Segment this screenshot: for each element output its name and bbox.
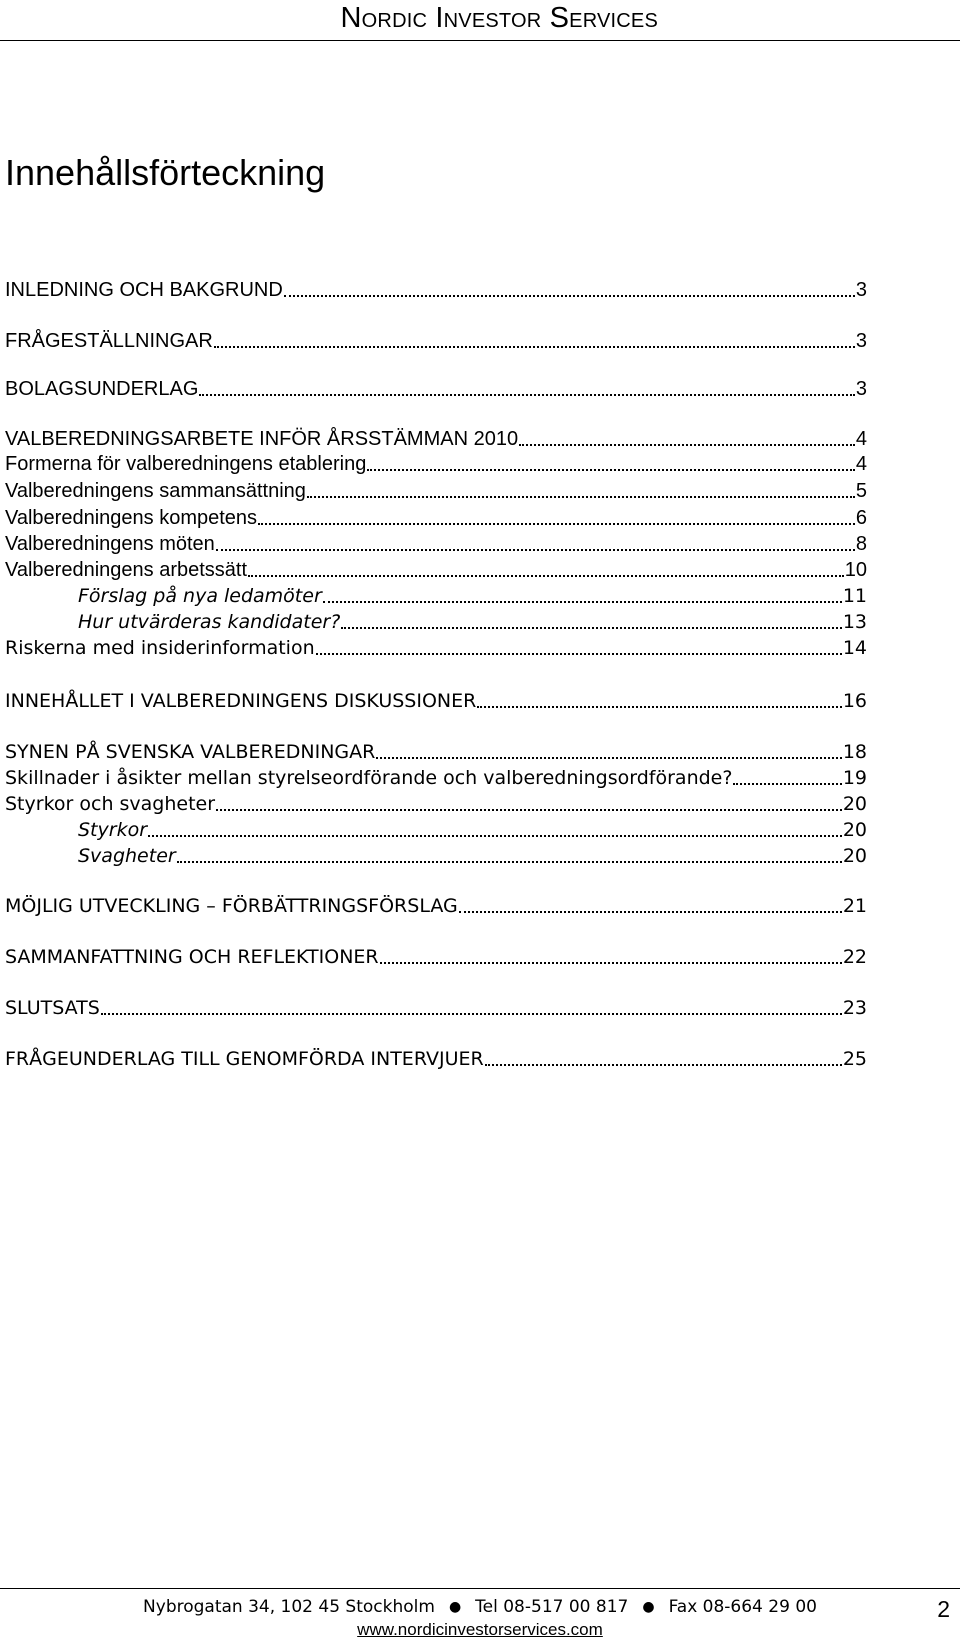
toc-entry[interactable] (78, 583, 867, 609)
toc-entry-page: 16 (842, 690, 867, 712)
toc-entry-label: Riskerna med insiderinformation (5, 637, 315, 659)
toc-entry-page: 11 (842, 585, 867, 607)
toc-entry-label: MÖJLIG UTVECKLING – FÖRBÄTTRINGSFÖRSLAG (5, 895, 458, 917)
toc-entry-page: 14 (842, 637, 867, 659)
toc-leader (733, 783, 841, 785)
toc-entry[interactable] (78, 609, 867, 635)
footer-divider (0, 1588, 960, 1589)
toc-entry[interactable] (5, 635, 867, 661)
page-number: 2 (937, 1596, 950, 1622)
toc-leader (477, 706, 841, 708)
toc-entry-page: 8 (855, 533, 867, 555)
toc-leader (214, 346, 855, 348)
toc-entry-label: Valberedningens sammansättning (5, 480, 306, 502)
toc-entry[interactable] (5, 376, 867, 402)
toc-leader (323, 601, 842, 603)
toc-entry-page: 13 (842, 611, 867, 633)
toc-leader (459, 911, 842, 913)
toc-entry[interactable] (5, 426, 867, 452)
toc-leader (485, 1064, 842, 1066)
toc-entry-label: SAMMANFATTNING OCH REFLEKTIONER (5, 946, 379, 968)
toc-entry[interactable] (5, 688, 867, 714)
toc-entry[interactable] (5, 531, 867, 557)
toc-leader (177, 861, 842, 863)
toc-entry-page: 20 (842, 793, 867, 815)
toc-leader (284, 295, 855, 297)
toc-leader (519, 444, 855, 446)
toc-entry-page: 21 (842, 895, 867, 917)
toc-entry-page: 20 (842, 819, 867, 841)
page-header (0, 0, 960, 40)
toc-entry-label: Skillnader i åsikter mellan styrelseordförande och valberedningsordförande? (5, 767, 733, 789)
toc-entry-label: Förslag på nya ledamöter (78, 585, 322, 607)
toc-entry[interactable] (5, 944, 867, 970)
toc-entry-label: VALBEREDNINGSARBETE INFÖR ÅRSSTÄMMAN 2010 (5, 428, 519, 450)
toc-entry-label: Hur utvärderas kandidater? (78, 611, 341, 633)
toc-leader (376, 757, 841, 759)
toc-entry-page: 3 (855, 378, 867, 400)
toc-entry-page: 4 (855, 428, 867, 450)
toc-entry-label: SYNEN PÅ SVENSKA VALBEREDNINGAR (5, 741, 376, 763)
toc-entry[interactable] (5, 277, 867, 303)
toc-leader (216, 549, 855, 551)
header-divider (0, 40, 960, 41)
toc-leader (367, 469, 855, 471)
toc-entry[interactable] (5, 765, 867, 791)
toc-entry[interactable] (5, 505, 867, 531)
toc-entry-page: 6 (855, 507, 867, 529)
toc-entry-page: 25 (842, 1048, 867, 1070)
toc-leader (316, 653, 842, 655)
toc-entry[interactable] (78, 817, 867, 843)
toc-entry[interactable] (5, 893, 867, 919)
toc-entry[interactable] (5, 478, 867, 504)
toc-entry-label: BOLAGSUNDERLAG (5, 378, 199, 400)
toc-leader (216, 809, 842, 811)
toc-entry-page: 4 (855, 453, 867, 475)
toc-entry[interactable] (5, 995, 867, 1021)
toc-entry-label: Formerna för valberedningens etablering (5, 453, 367, 475)
toc-entry[interactable] (5, 791, 867, 817)
toc-entry-label: FRÅGEUNDERLAG TILL GENOMFÖRDA INTERVJUER (5, 1048, 484, 1070)
toc-leader (148, 835, 842, 837)
toc-entry[interactable] (5, 739, 867, 765)
toc-entry-label: FRÅGESTÄLLNINGAR (5, 330, 213, 352)
toc-entry-page: 18 (842, 741, 867, 763)
toc-leader (101, 1013, 842, 1015)
toc-entry-label: Valberedningens kompetens (5, 507, 258, 529)
toc-entry[interactable] (5, 557, 867, 583)
toc-entry-page: 10 (844, 559, 867, 581)
toc-entry[interactable] (78, 843, 867, 869)
footer-phone: Tel 08-517 00 817 (475, 1597, 629, 1617)
footer-address: Nybrogatan 34, 102 45 Stockholm (143, 1597, 435, 1617)
footer-fax: Fax 08-664 29 00 (668, 1597, 817, 1617)
footer-contact (0, 1597, 960, 1617)
toc-entry-label: Styrkor (78, 819, 148, 841)
toc-entry-page: 3 (855, 330, 867, 352)
footer-website-link[interactable]: www.nordicinvestorservices.com (357, 1620, 603, 1639)
toc-entry-label: SLUTSATS (5, 997, 100, 1019)
toc-entry[interactable] (5, 451, 867, 477)
toc-leader (341, 627, 842, 629)
toc-entry-label: INLEDNING OCH BAKGRUND (5, 279, 283, 301)
toc-entry-page: 23 (842, 997, 867, 1019)
bullet-separator-icon: ● (448, 1599, 462, 1615)
toc-leader (199, 394, 854, 396)
toc-entry[interactable] (5, 1046, 867, 1072)
toc-entry-label: INNEHÅLLET I VALBEREDNINGENS DISKUSSIONER (5, 690, 477, 712)
toc-entry-page: 20 (842, 845, 867, 867)
toc-entry-page: 3 (855, 279, 867, 301)
toc-entry-page: 22 (842, 946, 867, 968)
toc-entry-page: 5 (855, 480, 867, 502)
toc-leader (380, 962, 842, 964)
toc-leader (258, 523, 855, 525)
toc-entry-label: Valberedningens möten (5, 533, 215, 555)
toc-entry-label: Styrkor och svagheter (5, 793, 216, 815)
toc-leader (307, 496, 855, 498)
header-company-name: Nordic Investor Services (340, 2, 658, 34)
toc-entry-label: Valberedningens arbetssätt (5, 559, 248, 581)
toc-entry-page: 19 (842, 767, 867, 789)
toc-entry-label: Svagheter (78, 845, 176, 867)
toc-entry[interactable] (5, 328, 867, 354)
document-title: Innehållsförteckning (5, 152, 326, 194)
bullet-separator-icon: ● (642, 1599, 655, 1615)
toc-leader (248, 575, 844, 577)
